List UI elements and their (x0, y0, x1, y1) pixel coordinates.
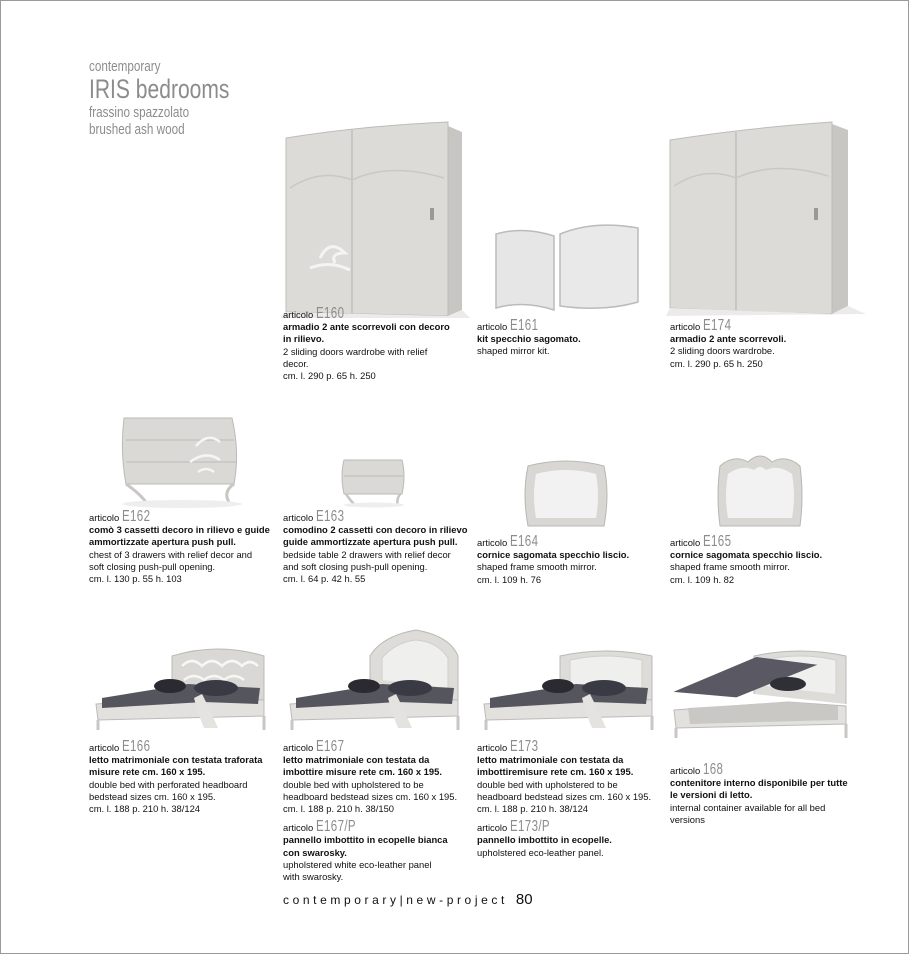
description-en: chest of 3 drawers with relief decor and soft closing push-pull opening. (89, 548, 253, 572)
product-code: E173 (509, 738, 539, 755)
articolo-label: articolo (283, 822, 314, 834)
dimensions: cm. l. 188 p. 210 h. 38/124 (89, 803, 201, 815)
product-code: E161 (509, 317, 539, 334)
description-it: cornice sagomata specchio liscio. (670, 549, 823, 561)
articolo-label: articolo (670, 321, 701, 332)
product-e173p (477, 818, 667, 859)
description-en: shaped frame smooth mirror. (477, 561, 597, 573)
product-code: E164 (509, 533, 539, 550)
description-en: internal container available for all bed versions (670, 801, 826, 825)
product-e161 (477, 317, 667, 358)
bed-e166-image (92, 644, 268, 736)
dimensions: cm. l. 188 p. 210 h. 38/124 (477, 803, 589, 815)
description-it: comò 3 cassetti decoro in rilievo e guide ammortizzate apertura push pull. (89, 524, 270, 548)
description-it: armadio 2 ante scorrevoli con decoro in rilievo. (283, 321, 450, 345)
description-en: double bed with perforated headboard bedstead sizes cm. 160 x 195. (89, 778, 248, 802)
dimensions: cm. l. 188 p. 210 h. 38/150 (283, 803, 395, 815)
product-e163 (283, 508, 473, 585)
product-e166 (89, 738, 279, 815)
description-en: 2 sliding doors wardrobe. (670, 345, 775, 357)
product-168 (670, 761, 860, 826)
articolo-label: articolo (477, 321, 508, 332)
description-en: shaped frame smooth mirror. (670, 561, 790, 573)
mirror-frame-e164-image (520, 458, 612, 530)
description-it: pannello imbottito in ecopelle bianca con swarosky. (283, 834, 448, 858)
product-code: E166 (121, 738, 151, 755)
articolo-label: articolo (477, 537, 508, 548)
bedside-e163-image (340, 458, 408, 508)
description-it: cornice sagomata specchio liscio. (477, 549, 630, 561)
articolo-label: articolo (283, 309, 314, 320)
articolo-label: articolo (670, 765, 701, 776)
description-en: bedside table 2 drawers with relief decor and soft closing push-pull opening. (283, 548, 451, 572)
collection-header (89, 58, 269, 138)
description-en: shaped mirror kit. (477, 345, 550, 357)
header-finish-en: brushed ash wood (89, 121, 185, 138)
product-code: E163 (315, 508, 345, 525)
dimensions: cm. l. 290 p. 65 h. 250 (283, 370, 376, 382)
product-code: 168 (702, 761, 724, 778)
product-e162 (89, 508, 279, 585)
description-it: kit specchio sagomato. (477, 333, 581, 345)
product-code: E173/P (509, 818, 550, 836)
product-e167 (283, 738, 473, 883)
mirror-frame-e165-image (714, 452, 806, 530)
product-e164 (477, 533, 667, 586)
description-it: contenitore interno disponibile per tutte le versioni di letto. (670, 777, 848, 801)
product-code: E162 (121, 508, 151, 525)
dimensions: cm. l. 109 h. 82 (670, 573, 735, 585)
product-code: E167/P (315, 818, 356, 836)
articolo-label: articolo (283, 512, 314, 523)
page-footer (283, 891, 533, 908)
description-it: letto matrimoniale con testata da imbottiremisure rete cm. 160 x 195. (477, 754, 634, 778)
description-it: letto matrimoniale con testata da imbottire misure rete cm. 160 x 195. (283, 754, 442, 778)
product-code: E160 (315, 305, 345, 322)
product-e174 (670, 317, 860, 370)
footer-brand: contemporary|new-project (283, 893, 508, 907)
description-en: upholstered white eco-leather panel with swarosky. (283, 858, 432, 883)
product-e160 (283, 305, 473, 382)
articolo-label: articolo (477, 742, 508, 753)
articolo-label: articolo (477, 822, 508, 834)
bed-storage-168-image (668, 644, 854, 744)
wardrobe-e174-image (666, 118, 866, 318)
dimensions: cm. l. 130 p. 55 h. 103 (89, 573, 182, 585)
description-en: upholstered eco-leather panel. (477, 846, 604, 858)
mirror-kit-e161-image (494, 222, 644, 312)
description-it: pannello imbottito in ecopelle. (477, 834, 612, 846)
header-title: IRIS bedrooms (89, 74, 230, 104)
header-style: contemporary (89, 58, 161, 75)
product-e173 (477, 738, 667, 859)
product-code: E165 (702, 533, 732, 550)
description-it: armadio 2 ante scorrevoli. (670, 333, 787, 345)
dimensions: cm. l. 290 p. 65 h. 250 (670, 357, 763, 369)
dimensions: cm. l. 64 p. 42 h. 55 (283, 573, 366, 585)
bed-e167-image (286, 628, 462, 736)
product-e165 (670, 533, 860, 586)
description-it: comodino 2 cassetti con decoro in rilievo guide ammortizzate apertura push pull. (283, 524, 468, 548)
description-en: 2 sliding doors wardrobe with relief decor. (283, 345, 428, 369)
product-code: E174 (702, 317, 732, 334)
chest-e162-image (118, 412, 246, 508)
description-en: double bed with upholstered to be headboard bedstead sizes cm. 160 x 195. (477, 778, 652, 802)
description-en: double bed with upholstered to be headboard bedstead sizes cm. 160 x 195. (283, 778, 458, 802)
bed-e173-image (480, 644, 656, 736)
dimensions: cm. l. 109 h. 76 (477, 573, 542, 585)
wardrobe-e160-image (280, 118, 470, 322)
articolo-label: articolo (89, 742, 120, 753)
page-number: 80 (515, 891, 533, 908)
product-code: E167 (315, 738, 345, 755)
description-it: letto matrimoniale con testata traforata misure rete cm. 160 x 195. (89, 754, 263, 778)
articolo-label: articolo (283, 742, 314, 753)
articolo-label: articolo (670, 537, 701, 548)
product-e167p (283, 818, 473, 883)
articolo-label: articolo (89, 512, 120, 523)
header-finish-it: frassino spazzolato (89, 104, 190, 121)
